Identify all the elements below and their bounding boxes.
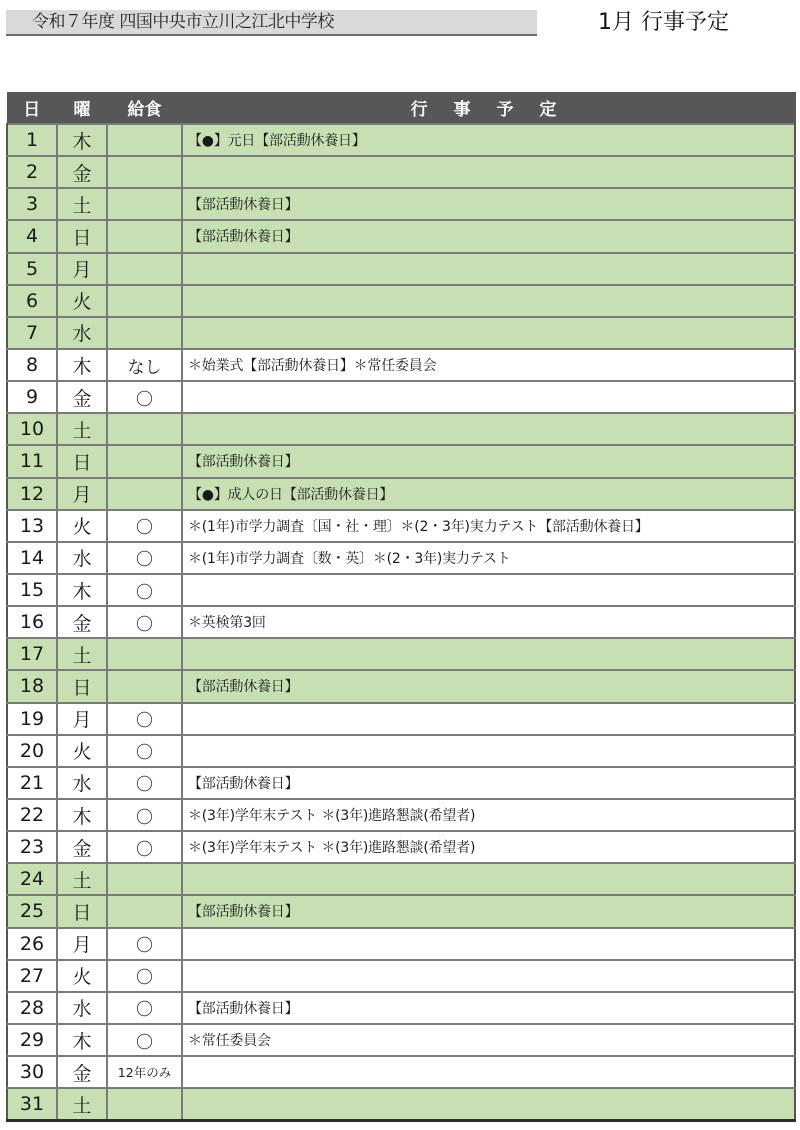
lunch-cell: 〇: [107, 928, 182, 960]
event-cell: [182, 928, 795, 960]
event-cell: ＊(3年)学年末テスト ＊(3年)進路懇談(希望者): [182, 799, 795, 831]
table-row: [7, 863, 795, 895]
weekday-cell: 金: [57, 831, 107, 863]
weekday-cell: 火: [57, 735, 107, 767]
day-cell: 25: [7, 895, 57, 927]
event-cell: 【●】元日【部活動休養日】: [182, 124, 795, 156]
event-cell: [182, 1088, 795, 1120]
day-cell: 7: [7, 317, 57, 349]
weekday-cell: 土: [57, 638, 107, 670]
event-schedule-table: [6, 92, 796, 1122]
event-cell: [182, 863, 795, 895]
table-row: [7, 542, 795, 574]
table-row: [7, 703, 795, 735]
lunch-cell: [107, 638, 182, 670]
column-header-events: 行 事 予 定: [182, 92, 795, 124]
lunch-cell: 〇: [107, 831, 182, 863]
event-cell: 【●】成人の日【部活動休養日】: [182, 478, 795, 510]
table-row: [7, 638, 795, 670]
weekday-cell: 水: [57, 317, 107, 349]
weekday-cell: 日: [57, 445, 107, 477]
day-cell: 5: [7, 253, 57, 285]
table-row: [7, 574, 795, 606]
event-cell: 【部活動休養日】: [182, 992, 795, 1024]
weekday-cell: 水: [57, 767, 107, 799]
lunch-cell: [107, 156, 182, 188]
table-row: [7, 156, 795, 188]
weekday-cell: 月: [57, 478, 107, 510]
lunch-cell: 12年のみ: [107, 1056, 182, 1088]
day-cell: 27: [7, 960, 57, 992]
school-name-bar: [6, 10, 537, 36]
day-cell: 3: [7, 188, 57, 220]
school-name: 令和７年度 四国中央市立川之江北中学校: [32, 12, 334, 32]
table-row: [7, 285, 795, 317]
lunch-cell: [107, 863, 182, 895]
table-row: [7, 1088, 795, 1120]
lunch-cell: [107, 895, 182, 927]
weekday-cell: 木: [57, 1024, 107, 1056]
event-cell: ＊(1年)市学力調査〔数・英〕＊(2・3年)実力テスト: [182, 542, 795, 574]
event-cell: [182, 317, 795, 349]
table-row: [7, 606, 795, 638]
event-cell: 【部活動休養日】: [182, 670, 795, 702]
weekday-cell: 日: [57, 220, 107, 252]
column-header-weekday: 曜: [57, 92, 107, 124]
table-row: [7, 1024, 795, 1056]
lunch-cell: 〇: [107, 992, 182, 1024]
lunch-cell: [107, 478, 182, 510]
lunch-cell: 〇: [107, 767, 182, 799]
day-cell: 13: [7, 510, 57, 542]
weekday-cell: 月: [57, 703, 107, 735]
table-row: [7, 735, 795, 767]
lunch-cell: 〇: [107, 703, 182, 735]
table-row: [7, 381, 795, 413]
lunch-cell: なし: [107, 349, 182, 381]
table-row: [7, 478, 795, 510]
day-cell: 20: [7, 735, 57, 767]
day-cell: 19: [7, 703, 57, 735]
weekday-cell: 土: [57, 413, 107, 445]
weekday-cell: 月: [57, 928, 107, 960]
weekday-cell: 水: [57, 542, 107, 574]
day-cell: 31: [7, 1088, 57, 1120]
weekday-cell: 火: [57, 960, 107, 992]
weekday-cell: 木: [57, 124, 107, 156]
event-cell: ＊(3年)学年末テスト ＊(3年)進路懇談(希望者): [182, 831, 795, 863]
column-header-day: 日: [7, 92, 57, 124]
event-cell: [182, 1056, 795, 1088]
weekday-cell: 金: [57, 1056, 107, 1088]
lunch-cell: [107, 124, 182, 156]
lunch-cell: [107, 253, 182, 285]
day-cell: 22: [7, 799, 57, 831]
event-cell: ＊(1年)市学力調査〔国・社・理〕＊(2・3年)実力テスト【部活動休養日】: [182, 510, 795, 542]
table-row: [7, 1056, 795, 1088]
weekday-cell: 月: [57, 253, 107, 285]
lunch-cell: [107, 188, 182, 220]
table-row: [7, 960, 795, 992]
day-cell: 2: [7, 156, 57, 188]
day-cell: 6: [7, 285, 57, 317]
weekday-cell: 土: [57, 1088, 107, 1120]
column-header-lunch: 給食: [107, 92, 182, 124]
table-row: [7, 767, 795, 799]
event-cell: [182, 381, 795, 413]
day-cell: 28: [7, 992, 57, 1024]
day-cell: 30: [7, 1056, 57, 1088]
weekday-cell: 金: [57, 606, 107, 638]
lunch-cell: [107, 220, 182, 252]
table-row: [7, 220, 795, 252]
event-cell: 【部活動休養日】: [182, 767, 795, 799]
lunch-cell: [107, 670, 182, 702]
lunch-cell: [107, 285, 182, 317]
event-cell: 【部活動休養日】: [182, 220, 795, 252]
weekday-cell: 火: [57, 285, 107, 317]
table-header-row: [7, 92, 795, 124]
weekday-cell: 火: [57, 510, 107, 542]
lunch-cell: [107, 445, 182, 477]
table-row: [7, 253, 795, 285]
lunch-cell: 〇: [107, 1024, 182, 1056]
event-cell: [182, 156, 795, 188]
event-cell: 【部活動休養日】: [182, 445, 795, 477]
event-cell: [182, 960, 795, 992]
weekday-cell: 金: [57, 381, 107, 413]
table-row: [7, 188, 795, 220]
table-row: [7, 928, 795, 960]
event-cell: [182, 285, 795, 317]
lunch-cell: [107, 413, 182, 445]
weekday-cell: 土: [57, 863, 107, 895]
day-cell: 18: [7, 670, 57, 702]
lunch-cell: [107, 1088, 182, 1120]
event-cell: [182, 253, 795, 285]
table-row: [7, 799, 795, 831]
event-cell: 【部活動休養日】: [182, 188, 795, 220]
day-cell: 29: [7, 1024, 57, 1056]
day-cell: 16: [7, 606, 57, 638]
day-cell: 12: [7, 478, 57, 510]
event-cell: [182, 413, 795, 445]
event-cell: [182, 703, 795, 735]
day-cell: 14: [7, 542, 57, 574]
day-cell: 21: [7, 767, 57, 799]
table-row: [7, 831, 795, 863]
lunch-cell: 〇: [107, 542, 182, 574]
weekday-cell: 日: [57, 670, 107, 702]
day-cell: 11: [7, 445, 57, 477]
page-title: 1月 行事予定: [598, 10, 729, 35]
weekday-cell: 木: [57, 799, 107, 831]
lunch-cell: 〇: [107, 735, 182, 767]
weekday-cell: 水: [57, 992, 107, 1024]
weekday-cell: 木: [57, 349, 107, 381]
table-row: [7, 124, 795, 156]
day-cell: 1: [7, 124, 57, 156]
day-cell: 9: [7, 381, 57, 413]
lunch-cell: 〇: [107, 606, 182, 638]
event-cell: ＊始業式【部活動休養日】＊常任委員会: [182, 349, 795, 381]
lunch-cell: [107, 317, 182, 349]
day-cell: 10: [7, 413, 57, 445]
weekday-cell: 金: [57, 156, 107, 188]
event-cell: [182, 574, 795, 606]
table-row: [7, 413, 795, 445]
table-row: [7, 349, 795, 381]
lunch-cell: 〇: [107, 960, 182, 992]
table-row: [7, 317, 795, 349]
weekday-cell: 日: [57, 895, 107, 927]
event-cell: 【部活動休養日】: [182, 895, 795, 927]
event-cell: [182, 735, 795, 767]
table-row: [7, 895, 795, 927]
day-cell: 17: [7, 638, 57, 670]
event-cell: ＊常任委員会: [182, 1024, 795, 1056]
lunch-cell: 〇: [107, 799, 182, 831]
day-cell: 8: [7, 349, 57, 381]
table-row: [7, 445, 795, 477]
day-cell: 15: [7, 574, 57, 606]
lunch-cell: 〇: [107, 381, 182, 413]
event-cell: ＊英検第3回: [182, 606, 795, 638]
weekday-cell: 土: [57, 188, 107, 220]
table-row: [7, 670, 795, 702]
day-cell: 26: [7, 928, 57, 960]
event-cell: [182, 638, 795, 670]
day-cell: 24: [7, 863, 57, 895]
day-cell: 4: [7, 220, 57, 252]
lunch-cell: 〇: [107, 574, 182, 606]
weekday-cell: 木: [57, 574, 107, 606]
lunch-cell: 〇: [107, 510, 182, 542]
table-row: [7, 992, 795, 1024]
table-row: [7, 510, 795, 542]
day-cell: 23: [7, 831, 57, 863]
